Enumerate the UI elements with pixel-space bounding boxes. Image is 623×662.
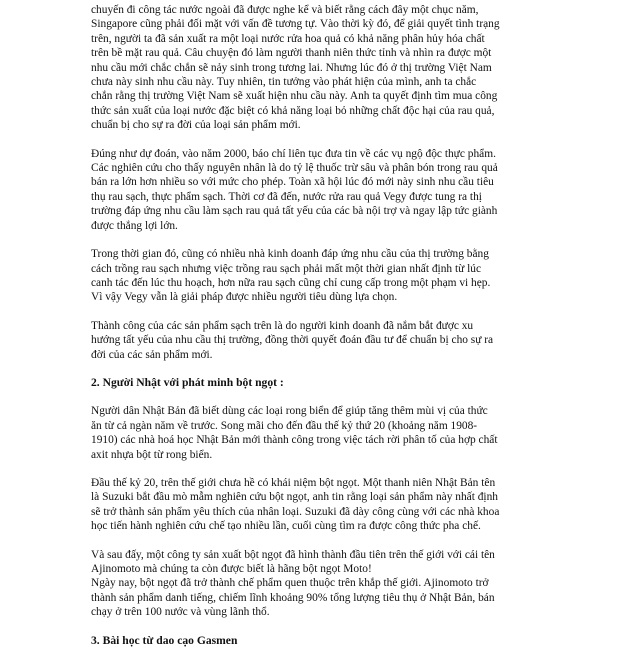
section-heading-msg: 2. Người Nhật với phát minh bột ngọt : — [91, 375, 284, 389]
paragraph-seaweed-history: Người dân Nhật Bản đã biết dùng các loại rong biển để giúp tăng thêm mùi vị của thức ăn từ cả ngàn năm về trước. Song mãi cho đến đầu thế kỷ thứ 20 (khoảng năm 1908- 1910) các nhà hoá học Nhật Bản mới thành công trong việc tách rời phân tố của hợp chất axit nhựa bột từ rong biển. — [91, 405, 498, 461]
paragraph-vegy-origin: chuyến đi công tác nước ngoài đã được nghe kể và biết rằng cách đây một chục năm, Singapore cũng phải đối mặt với vấn đề tương tự. Vào thời kỳ đó, để giải quyết tình trạng trên, người ta đã sản xuất ra một loại nước rửa hoa quả có khả năng phân hủy hóa chất trên bề mặt rau quả. Câu chuyện đó làm người thanh niên thức tỉnh và nhìn ra được một nhu cầu mới chắc chắn sẽ nảy sinh trong tương lai. Nhưng lúc đó ở thị trường Việt Nam chưa này sinh nhu cầu này. Tuy nhiên, tin tưởng vào phát hiện của mình, anh ta chắc chắn rằng thị trường Việt Nam sẽ xuất hiện nhu cầu này. Anh ta quyết định tìm mua công thức sản xuất của loại nước đặc biệt có khả năng loại bỏ những chất độc hại của rau quả, chuẩn bị cho sự ra đời của loại sản phẩm mới. — [91, 4, 500, 132]
paragraph-ajinomoto-today: Ngày nay, bột ngọt đã trở thành chế phẩm quen thuộc trên khắp thế giới. Ajinomoto trở thành sản phẩm danh tiếng, chiếm lĩnh khoảng 90% tổng lượng tiêu thụ ở Nhật Bản, bán chạy ở trên 100 nước và vùng lãnh thổ. — [91, 577, 495, 619]
document-page — [91, 3, 581, 662]
paragraph-suzuki: Đầu thế kỷ 20, trên thế giới chưa hề có khái niệm bột ngọt. Một thanh niên Nhật Bản tên là Suzuki bắt đầu mò mẫm nghiên cứu bột ngọt, anh tin rằng loại sản phẩm này nhất định sẽ trở thành sản phẩm yêu thích của nhân loại. Suzuki đã dày công cùng với các nhà khoa học tiến hành nghiên cứu chế tạo nhiều lần, cuối cùng tìm ra được công thức pha chế. — [91, 476, 500, 533]
paragraph-success-summary: Thành công của các sản phẩm sạch trên là do người kinh doanh đã nắm bắt được xu hướng tất yếu của nhu cầu thị trường, đồng thời quyết đoán đầu tư để chuẩn bị cho sự ra đời của các sản phẩm mới. — [91, 319, 494, 361]
paragraph-ajinomoto-founding: Và sau đấy, một công ty sản xuất bột ngọt đã hình thành đầu tiên trên thế giới với cái tên Ajinomoto mà chúng ta còn được biết là hãng bột ngọt Moto! — [91, 548, 495, 575]
section-heading-gasmen: 3. Bài học từ dao cạo Gasmen — [91, 633, 238, 647]
paragraph-clean-vegetables: Trong thời gian đó, cũng có nhiều nhà kinh doanh đáp ứng nhu cầu của thị trường bằng cách trồng rau sạch nhưng việc trồng rau sạch phải mất một thời gian nhất định từ lúc canh tác đến lúc thu hoạch, hơn nữa rau sạch cũng chỉ cung cấp trong một phạm vi hẹp. Vì vậy Vegy vẫn là giải pháp được nhiều người tiêu dùng lựa chọn. — [91, 248, 491, 304]
paragraph-vegy-launch: Đúng như dự đoán, vào năm 2000, báo chí liên tục đưa tin về các vụ ngộ độc thực phẩm. Các nghiên cứu cho thấy nguyên nhân là do tỷ lệ thuốc trừ sâu và phân bón trong rau quả bán ra lớn hơn nhiều so với mức cho phép. Toàn xã hội lúc đó mới này sinh nhu cầu tiêu thụ rau sạch, thực phẩm sạch. Thời cơ đã đến, nước rửa rau quả Vegy được tung ra thị trường đáp ứng nhu cầu làm sạch rau quả tất yếu của các bà nội trợ và ngay lập tức giành được thắng lợi lớn. — [91, 147, 498, 232]
